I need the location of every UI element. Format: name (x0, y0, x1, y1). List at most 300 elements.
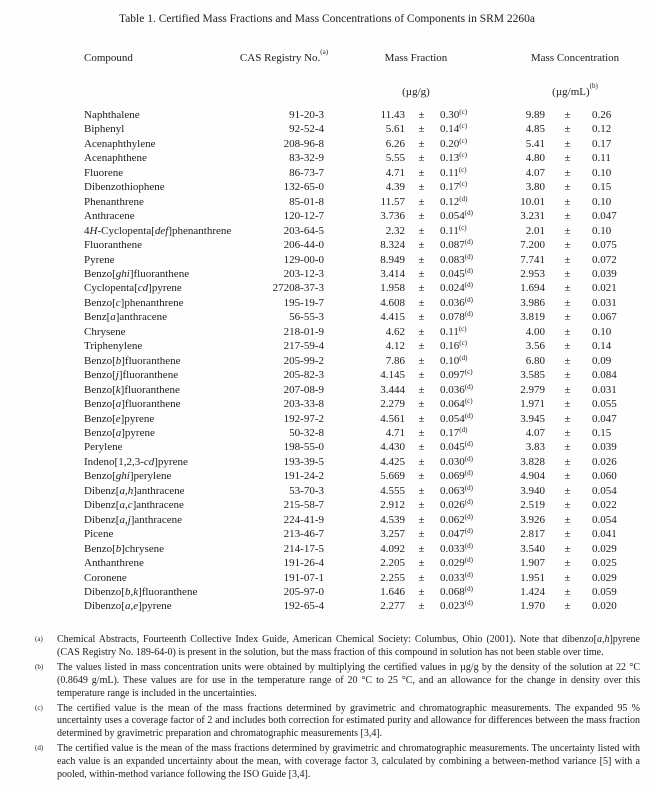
mass-fraction-value: 4.608 (380, 296, 405, 309)
column-header-mass-fraction: Mass Fraction (384, 52, 448, 64)
footnote-sup: (c) (458, 223, 467, 232)
table-row (84, 571, 654, 585)
footnote-text: Chemical Abstracts, Fourteenth Collective Index Guide, American Chemical Society: Columbus, Ohio (2001). Note that dibenzo[a,h]pyrene (CAS Registry No. 189-64-0) is present in the solution, but the mass fraction of this compound in solution has not been stable over time. (57, 634, 640, 658)
mass-fraction-uncertainty: 0.033$^{(d)}$ (440, 570, 473, 584)
compound-cell: Benzo[ghi]fluoranthene (84, 267, 190, 280)
footnote-sup: (d) (464, 310, 473, 319)
mass-concentration-value: 1.424 (520, 585, 545, 598)
plus-minus-sign: ± (418, 282, 425, 295)
compound-cell: 4H-Cyclopenta[def]phenanthrene (84, 224, 232, 237)
mass-concentration-value: 3.80 (525, 181, 545, 194)
mass-concentration-value: 5.41 (525, 137, 545, 150)
mass-fraction-value: 5.55 (385, 152, 405, 165)
plus-minus-sign: ± (564, 484, 571, 497)
mass-concentration-uncertainty: 0.047 (592, 210, 617, 223)
mass-fraction-uncertainty: 0.036$^{(d)}$ (440, 295, 473, 309)
cas-cell: 86-73-7 (289, 166, 324, 179)
plus-minus-sign: ± (418, 152, 425, 165)
compound-cell: Dibenz[a,j]anthracene (84, 513, 183, 526)
cas-cell: 191-24-2 (283, 470, 324, 483)
footnote-sup: (c) (459, 180, 468, 189)
plus-minus-sign: ± (418, 354, 425, 367)
mass-fraction-uncertainty: 0.12$^{(d)}$ (440, 194, 468, 208)
plus-minus-sign: ± (418, 253, 425, 266)
mass-concentration-value: 3.540 (520, 542, 545, 555)
table-body (84, 108, 654, 614)
plus-minus-sign: ± (564, 253, 571, 266)
mass-concentration-unit-label: (µg/mL) (552, 86, 590, 98)
mass-fraction-unit: (µg/g) (402, 86, 430, 98)
footnote-marker: (b) (35, 662, 44, 671)
plus-minus-sign: ± (564, 571, 571, 584)
plus-minus-sign: ± (564, 369, 571, 382)
plus-minus-sign: ± (564, 325, 571, 338)
cas-cell: 120-12-7 (283, 210, 324, 223)
mass-fraction-value: 4.62 (385, 325, 405, 338)
footnote-text: The certified value is the mean of the mass fractions determined by gravimetric and chromatographic measurements. The uncertainty listed with each value is an expanded uncertainty about the mean, with coverage factor 3, calculated by combining a between-method variance [5] with a pooled, within-method variance following the ISO Guide [3,4]. (57, 743, 640, 781)
compound-cell: Biphenyl (84, 123, 125, 136)
mass-fraction-value: 8.324 (380, 239, 405, 252)
plus-minus-sign: ± (564, 354, 571, 367)
mass-fraction-uncertainty: 0.078$^{(d)}$ (440, 310, 473, 324)
compound-cell: Benzo[b]chrysene (84, 542, 165, 555)
mass-concentration-value: 9.89 (525, 109, 545, 121)
mass-fraction-value: 4.415 (380, 311, 405, 324)
footnote-sup: (d) (464, 266, 473, 275)
mass-concentration-uncertainty: 0.031 (592, 296, 617, 309)
mass-concentration-uncertainty: 0.020 (592, 600, 617, 613)
compound-cell: Benzo[ghi]perylene (84, 470, 172, 483)
table-row (84, 440, 654, 454)
mass-fraction-value: 3.257 (380, 528, 405, 541)
footnote-sup: (c) (464, 397, 473, 406)
compound-cell: Naphthalene (84, 109, 140, 121)
mass-fraction-uncertainty: 0.047$^{(d)}$ (440, 527, 473, 541)
cas-cell: 91-20-3 (289, 109, 324, 121)
plus-minus-sign: ± (564, 137, 571, 150)
mass-concentration-uncertainty: 0.054 (592, 484, 617, 497)
table-row (84, 339, 654, 353)
plus-minus-sign: ± (564, 311, 571, 324)
mass-fraction-uncertainty: 0.11$^{(c)}$ (440, 223, 467, 237)
mass-concentration-uncertainty: 0.26 (592, 109, 612, 121)
mass-concentration-value: 3.926 (520, 513, 545, 526)
plus-minus-sign: ± (564, 412, 571, 425)
mass-concentration-value: 3.56 (525, 340, 545, 353)
table-row (84, 180, 654, 194)
footnote (35, 702, 640, 742)
column-header-cas (239, 48, 329, 64)
cas-cell: 224-41-9 (283, 513, 324, 526)
plus-minus-sign: ± (418, 123, 425, 136)
compound-cell: Benzo[k]fluoranthene (84, 383, 180, 396)
footnote-sup: (c) (459, 339, 468, 348)
plus-minus-sign: ± (564, 166, 571, 179)
table-header-row (84, 48, 654, 64)
cas-cell: 205-99-2 (283, 354, 324, 367)
plus-minus-sign: ± (418, 426, 425, 439)
document-page (0, 12, 654, 790)
compound-cell: Triphenylene (84, 340, 143, 353)
mass-concentration-uncertainty: 0.15 (592, 426, 612, 439)
footnote-sup: (d) (464, 238, 473, 247)
mass-fraction-uncertainty: 0.097$^{(c)}$ (440, 368, 473, 382)
mass-concentration-value: 1.970 (520, 600, 545, 613)
mass-concentration-value: 2.953 (520, 267, 545, 280)
footnote-sup: (d) (464, 556, 473, 565)
cas-cell: 192-97-2 (283, 412, 324, 425)
mass-fraction-uncertainty: 0.17$^{(c)}$ (440, 180, 468, 194)
table-row (84, 397, 654, 411)
footnote-sup: (d) (464, 252, 473, 261)
footnote-sup: (d) (464, 483, 473, 492)
cas-cell: 203-12-3 (283, 267, 324, 280)
mass-concentration-value: 2.817 (520, 528, 545, 541)
table-row (84, 513, 654, 527)
footnote-sup: (d) (464, 512, 473, 521)
mass-fraction-uncertainty: 0.024$^{(d)}$ (440, 281, 473, 295)
plus-minus-sign: ± (418, 195, 425, 208)
cas-cell: 50-32-8 (289, 426, 324, 439)
mass-fraction-value: 4.092 (380, 542, 405, 555)
footnote-text: The values listed in mass concentration units were obtained by multiplying the certified values in µg/g by the density of the solution at 22 °C (0.8649 g/mL). These values are for use in the temperature range of 20 °C to 25 °C, and an allowance for the change in density over this temperature range is included in the uncertainties. (57, 661, 640, 699)
mass-fraction-value: 4.425 (380, 455, 405, 468)
table-row (84, 296, 654, 310)
mass-fraction-uncertainty: 0.064$^{(c)}$ (440, 397, 473, 411)
plus-minus-sign: ± (564, 109, 571, 121)
mass-concentration-uncertainty: 0.075 (592, 239, 617, 252)
mass-fraction-uncertainty: 0.036$^{(d)}$ (440, 382, 473, 396)
footnote-sup: (d) (459, 194, 468, 203)
plus-minus-sign: ± (564, 528, 571, 541)
mass-concentration-uncertainty: 0.021 (592, 282, 617, 295)
mass-concentration-value: 3.945 (520, 412, 545, 425)
plus-minus-sign: ± (564, 210, 571, 223)
table-units-row (84, 82, 654, 98)
plus-minus-sign: ± (564, 557, 571, 570)
footnote-sup: (d) (464, 541, 473, 550)
footnote-sup: (d) (464, 411, 473, 420)
table-row (84, 224, 654, 238)
mass-fraction-value: 4.539 (380, 513, 405, 526)
mass-concentration-uncertainty: 0.12 (592, 123, 612, 136)
cas-cell: 85-01-8 (289, 195, 324, 208)
mass-fraction-uncertainty: 0.17$^{(d)}$ (440, 425, 468, 439)
table-row (84, 108, 654, 122)
table-row (84, 137, 654, 151)
plus-minus-sign: ± (418, 455, 425, 468)
table-row (84, 253, 654, 267)
plus-minus-sign: ± (418, 369, 425, 382)
table-row (84, 151, 654, 165)
cas-cell: 27208-37-3 (272, 282, 324, 295)
plus-minus-sign: ± (418, 600, 425, 613)
table-row (84, 166, 654, 180)
cas-cell: 191-07-1 (283, 571, 324, 584)
mass-concentration-uncertainty: 0.054 (592, 513, 617, 526)
mass-fraction-uncertainty: 0.069$^{(d)}$ (440, 469, 473, 483)
plus-minus-sign: ± (564, 224, 571, 237)
plus-minus-sign: ± (418, 470, 425, 483)
mass-fraction-uncertainty: 0.033$^{(d)}$ (440, 541, 473, 555)
cas-cell: 203-33-8 (283, 398, 324, 411)
plus-minus-sign: ± (564, 470, 571, 483)
cas-cell: 56-55-3 (289, 311, 324, 324)
cas-cell: 129-00-0 (283, 253, 324, 266)
column-header-mass-concentration: Mass Concentration (530, 52, 620, 64)
mass-fraction-value: 2.279 (380, 398, 405, 411)
footnote-sup: (d) (464, 281, 473, 290)
table-row (84, 354, 654, 368)
mass-fraction-value: 6.26 (385, 137, 405, 150)
cas-cell: 198-55-0 (283, 441, 324, 454)
mass-concentration-unit-sup: (b) (589, 82, 598, 90)
mass-concentration-uncertainty: 0.10 (592, 195, 612, 208)
mass-concentration-uncertainty: 0.039 (592, 267, 617, 280)
mass-fraction-uncertainty: 0.054$^{(d)}$ (440, 411, 473, 425)
cas-cell: 207-08-9 (283, 383, 324, 396)
mass-fraction-value: 4.71 (385, 166, 405, 179)
plus-minus-sign: ± (418, 325, 425, 338)
plus-minus-sign: ± (564, 542, 571, 555)
footnote-sup: (d) (464, 295, 473, 304)
plus-minus-sign: ± (418, 296, 425, 309)
table-row (84, 556, 654, 570)
table-row (84, 484, 654, 498)
compound-cell: Cyclopenta[cd]pyrene (84, 282, 182, 295)
mass-concentration-uncertainty: 0.14 (592, 340, 612, 353)
mass-concentration-unit (508, 82, 654, 98)
mass-fraction-uncertainty: 0.030$^{(d)}$ (440, 454, 473, 468)
plus-minus-sign: ± (564, 426, 571, 439)
mass-fraction-value: 3.414 (380, 267, 405, 280)
footnote-sup: (d) (459, 425, 468, 434)
mass-fraction-value: 2.205 (380, 557, 405, 570)
mass-fraction-value: 4.71 (385, 426, 405, 439)
mass-concentration-value: 3.231 (520, 210, 545, 223)
mass-concentration-uncertainty: 0.10 (592, 224, 612, 237)
mass-fraction-value: 5.61 (385, 123, 405, 136)
cas-cell: 83-32-9 (289, 152, 324, 165)
cas-cell: 53-70-3 (289, 484, 324, 497)
cas-cell: 214-17-5 (283, 542, 324, 555)
footnote-sup: (d) (464, 584, 473, 593)
compound-cell: Phenanthrene (84, 195, 144, 208)
cas-cell: 208-96-8 (283, 137, 324, 150)
units-spacer-2 (244, 86, 324, 98)
plus-minus-sign: ± (418, 585, 425, 598)
table-row (84, 412, 654, 426)
mass-concentration-value: 10.01 (520, 195, 545, 208)
mass-concentration-uncertainty: 0.072 (592, 253, 617, 266)
table-title: Table 1. Certified Mass Fractions and Mass Concentrations of Components in SRM 2260a (118, 13, 536, 25)
cas-header-footnote-sup: (a) (320, 48, 329, 56)
mass-concentration-uncertainty: 0.084 (592, 369, 617, 382)
compound-cell: Benzo[j]fluoranthene (84, 369, 179, 382)
units-spacer-1 (84, 86, 244, 98)
mass-fraction-value: 2.32 (385, 224, 405, 237)
mass-fraction-value: 2.277 (380, 600, 405, 613)
compound-cell: Indeno[1,2,3-cd]pyrene (84, 455, 188, 468)
footnote (35, 743, 640, 782)
plus-minus-sign: ± (418, 340, 425, 353)
cas-cell: 205-97-0 (283, 585, 324, 598)
plus-minus-sign: ± (564, 600, 571, 613)
plus-minus-sign: ± (418, 383, 425, 396)
table-row (84, 469, 654, 483)
footnote-sup: (d) (464, 469, 473, 478)
mass-concentration-uncertainty: 0.17 (592, 137, 612, 150)
compound-cell: Acenaphthene (84, 152, 147, 165)
footnote-sup: (c) (458, 165, 467, 174)
plus-minus-sign: ± (418, 542, 425, 555)
mass-concentration-value: 2.519 (520, 499, 545, 512)
plus-minus-sign: ± (564, 585, 571, 598)
table-row (84, 585, 654, 599)
mass-concentration-uncertainty: 0.029 (592, 542, 617, 555)
cas-cell: 218-01-9 (283, 325, 324, 338)
mass-concentration-value: 4.904 (520, 470, 545, 483)
mass-fraction-value: 4.145 (380, 369, 405, 382)
table-row (84, 122, 654, 136)
mass-concentration-uncertainty: 0.10 (592, 166, 612, 179)
mass-fraction-uncertainty: 0.30$^{(c)}$ (440, 108, 468, 121)
table-row (84, 498, 654, 512)
plus-minus-sign: ± (418, 224, 425, 237)
compound-cell: Benzo[a]pyrene (84, 426, 155, 439)
mass-fraction-uncertainty: 0.083$^{(d)}$ (440, 252, 473, 266)
mass-fraction-value: 4.12 (385, 340, 405, 353)
mass-concentration-value: 1.907 (520, 557, 545, 570)
mass-concentration-uncertainty: 0.055 (592, 398, 617, 411)
cas-cell: 205-82-3 (283, 369, 324, 382)
table-row (84, 281, 654, 295)
footnote-sup: (d) (464, 382, 473, 391)
footnote-sup: (d) (459, 353, 468, 362)
compound-cell: Pyrene (84, 253, 115, 266)
mass-fraction-value: 1.958 (380, 282, 405, 295)
mass-concentration-value: 6.80 (525, 354, 545, 367)
plus-minus-sign: ± (564, 296, 571, 309)
footnote-marker: (a) (35, 635, 43, 643)
plus-minus-sign: ± (418, 267, 425, 280)
mass-fraction-value: 4.561 (380, 412, 405, 425)
plus-minus-sign: ± (564, 499, 571, 512)
plus-minus-sign: ± (418, 239, 425, 252)
mass-fraction-value: 2.255 (380, 571, 405, 584)
plus-minus-sign: ± (564, 513, 571, 526)
mass-concentration-uncertainty: 0.067 (592, 311, 617, 324)
footnote-sup: (c) (464, 368, 473, 377)
cas-cell: 213-46-7 (283, 528, 324, 541)
table-row (84, 455, 654, 469)
plus-minus-sign: ± (564, 181, 571, 194)
plus-minus-sign: ± (418, 412, 425, 425)
mass-fraction-uncertainty: 0.16$^{(c)}$ (440, 339, 468, 353)
mass-fraction-value: 7.86 (385, 354, 405, 367)
table-row (84, 238, 654, 252)
cas-header-label: CAS Registry No. (239, 52, 321, 64)
compound-cell: Benzo[c]phenanthrene (84, 296, 184, 309)
mass-fraction-uncertainty: 0.023$^{(d)}$ (440, 599, 473, 613)
mass-fraction-uncertainty: 0.062$^{(d)}$ (440, 512, 473, 526)
plus-minus-sign: ± (418, 441, 425, 454)
plus-minus-sign: ± (418, 109, 425, 121)
plus-minus-sign: ± (564, 340, 571, 353)
compound-cell: Benzo[e]pyrene (84, 412, 155, 425)
column-header-compound: Compound (84, 52, 133, 64)
plus-minus-sign: ± (564, 195, 571, 208)
mass-concentration-value: 7.200 (520, 239, 545, 252)
mass-concentration-value: 1.694 (520, 282, 545, 295)
mass-concentration-uncertainty: 0.059 (592, 585, 617, 598)
table-row (84, 209, 654, 223)
footnote-sup: (d) (464, 209, 473, 218)
footnote-text: The certified value is the mean of the mass fractions determined by gravimetric and chromatographic measurements. The expanded 95 % uncertainty uses a coverage factor of 2 and includes both correction for estimated purity and allowance for differences between the mass fraction determined by gravimetric preparation and chromatographic measurements [3,4]. (57, 702, 640, 740)
mass-fraction-uncertainty: 0.054$^{(d)}$ (440, 209, 473, 223)
table-row (84, 542, 654, 556)
plus-minus-sign: ± (418, 571, 425, 584)
mass-fraction-uncertainty: 0.087$^{(d)}$ (440, 238, 473, 252)
footnote (35, 661, 640, 701)
mass-fraction-uncertainty: 0.11$^{(c)}$ (440, 324, 467, 338)
table-row (84, 383, 654, 397)
cas-cell: 192-65-4 (283, 600, 324, 613)
plus-minus-sign: ± (564, 123, 571, 136)
compound-cell: Dibenzo[a,e]pyrene (84, 600, 172, 613)
mass-concentration-uncertainty: 0.09 (592, 354, 612, 367)
mass-concentration-value: 1.971 (520, 398, 545, 411)
mass-fraction-uncertainty: 0.045$^{(d)}$ (440, 266, 473, 280)
mass-concentration-uncertainty: 0.11 (592, 152, 611, 165)
mass-fraction-value: 11.43 (380, 109, 405, 121)
footnote-marker: (d) (35, 744, 44, 753)
mass-concentration-value: 4.07 (525, 426, 545, 439)
mass-concentration-value: 7.741 (520, 253, 545, 266)
compound-cell: Benzo[a]fluoranthene (84, 398, 181, 411)
compound-cell: Dibenzothiophene (84, 181, 165, 194)
mass-concentration-value: 4.80 (525, 152, 545, 165)
table-row (84, 267, 654, 281)
table-row (84, 310, 654, 324)
mass-fraction-uncertainty: 0.029$^{(d)}$ (440, 556, 473, 570)
cas-cell: 206-44-0 (283, 239, 324, 252)
plus-minus-sign: ± (418, 398, 425, 411)
footnote (35, 634, 640, 660)
footnote-sup: (d) (464, 599, 473, 608)
mass-fraction-value: 4.39 (385, 181, 405, 194)
mass-fraction-uncertainty: 0.11$^{(c)}$ (440, 165, 467, 179)
table-row (84, 527, 654, 541)
mass-concentration-value: 3.828 (520, 455, 545, 468)
plus-minus-sign: ± (418, 137, 425, 150)
compound-cell: Picene (84, 528, 114, 541)
plus-minus-sign: ± (418, 484, 425, 497)
footnote-sup: (c) (459, 108, 468, 116)
table-row (84, 599, 654, 613)
footnote-marker: (c) (35, 703, 43, 712)
mass-concentration-value: 4.00 (525, 325, 545, 338)
cas-cell: 191-26-4 (283, 557, 324, 570)
plus-minus-sign: ± (418, 166, 425, 179)
table-row (84, 325, 654, 339)
mass-fraction-uncertainty: 0.13$^{(c)}$ (440, 151, 468, 165)
plus-minus-sign: ± (418, 311, 425, 324)
compound-cell: Chrysene (84, 325, 126, 338)
plus-minus-sign: ± (564, 441, 571, 454)
footnotes-section (0, 634, 654, 784)
mass-fraction-uncertainty: 0.10$^{(d)}$ (440, 353, 468, 367)
